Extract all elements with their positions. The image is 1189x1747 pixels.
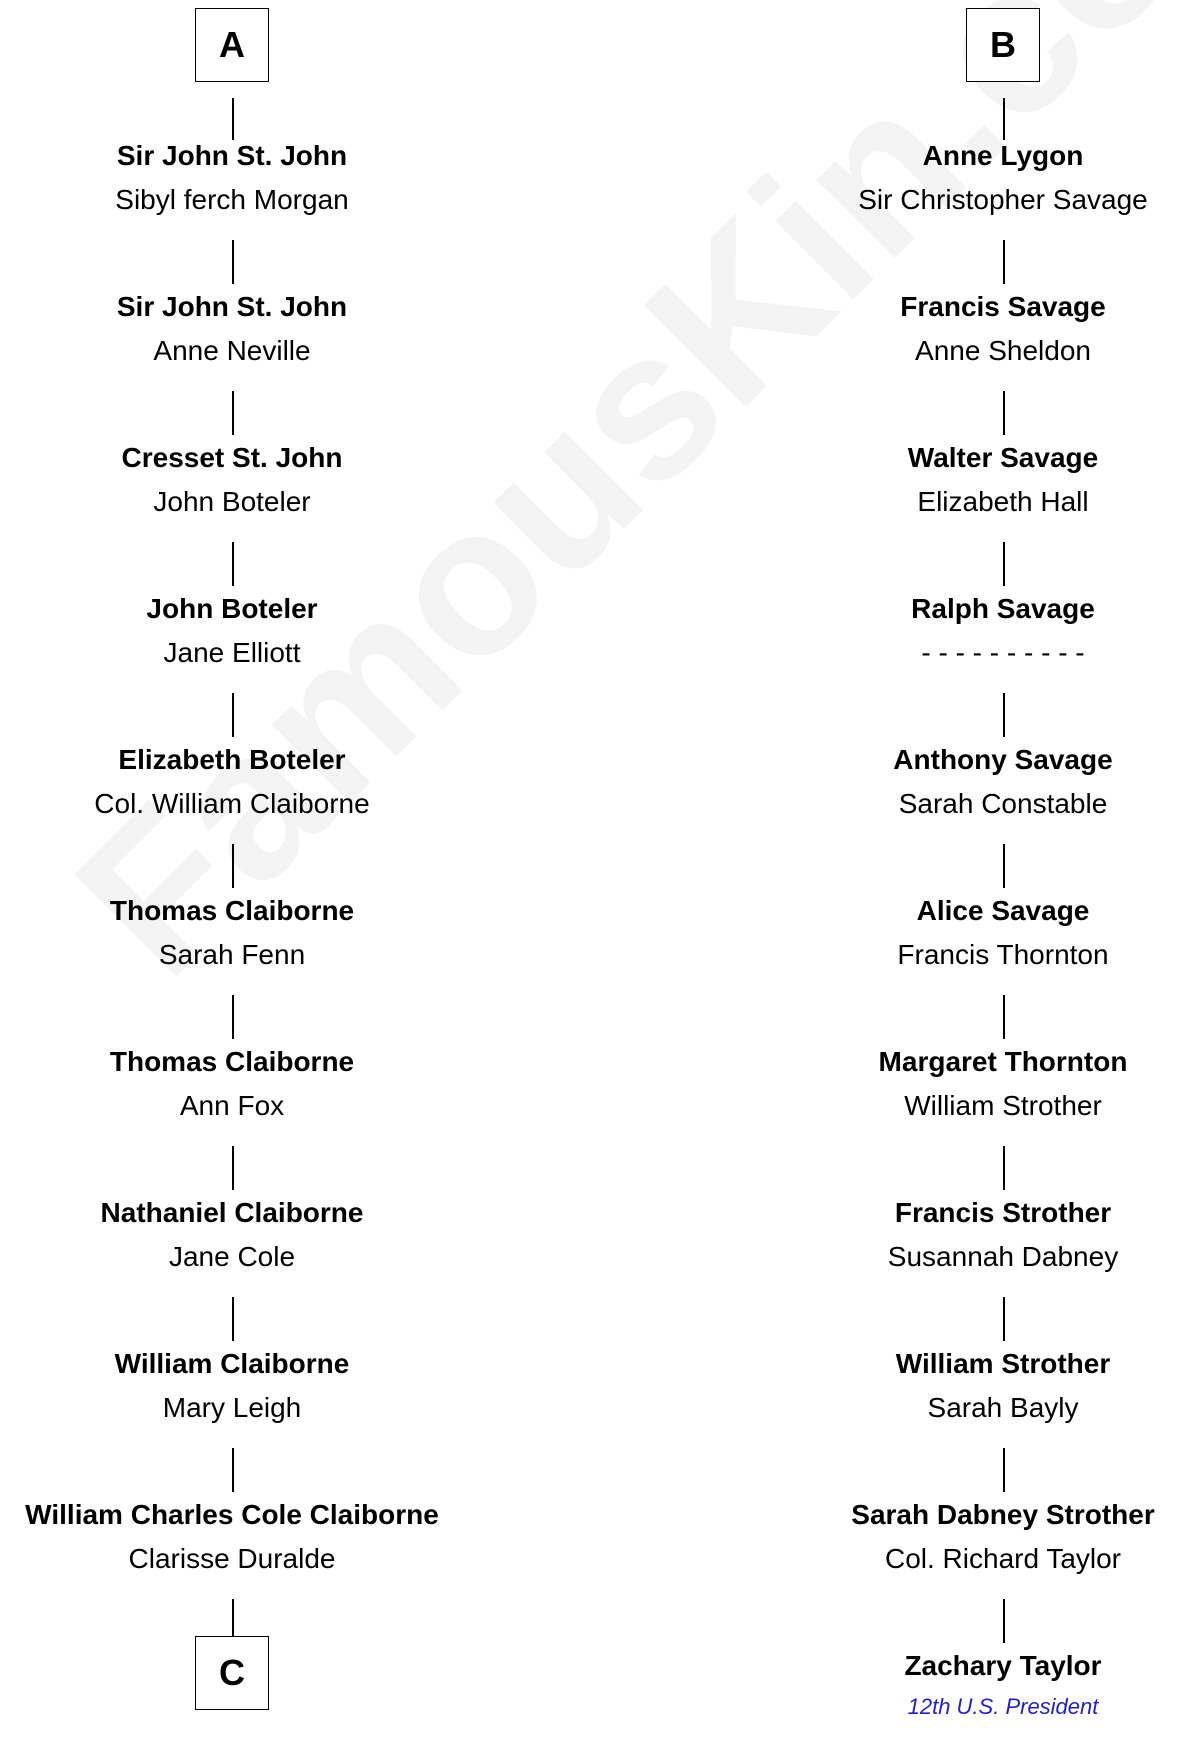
spouse-name: Sarah Fenn <box>158 939 306 970</box>
spouse-name: Sibyl ferch Morgan <box>115 184 349 215</box>
connector-line <box>1003 693 1005 737</box>
ancestor-name: Thomas Claiborne <box>109 895 355 926</box>
president-subtitle: 12th U.S. President <box>907 1694 1099 1719</box>
ancestor-name: Ralph Savage <box>911 593 1095 624</box>
spouse-name: Anne Neville <box>153 335 311 366</box>
ancestor-name: John Boteler <box>146 593 318 624</box>
connector-line <box>1003 1146 1005 1190</box>
connector-line <box>232 1448 234 1492</box>
ancestor-name: Nathaniel Claiborne <box>100 1197 364 1228</box>
connector-line <box>232 391 234 435</box>
connector-line <box>232 98 234 140</box>
spouse-name: Ann Fox <box>179 1090 285 1121</box>
ancestor-name: Francis Savage <box>900 291 1106 322</box>
ancestor-name: Anthony Savage <box>893 744 1113 775</box>
spouse-name: Clarisse Duralde <box>128 1543 336 1574</box>
ancestor-name: Margaret Thornton <box>878 1046 1128 1077</box>
connector-line <box>1003 391 1005 435</box>
connector-line <box>1003 1297 1005 1341</box>
ancestor-name: Thomas Claiborne <box>109 1046 355 1077</box>
ancestor-name: Francis Strother <box>894 1197 1112 1228</box>
box-a-top: A <box>195 8 269 82</box>
connector-line <box>232 995 234 1039</box>
connector-line <box>232 1146 234 1190</box>
spouse-name: Jane Elliott <box>163 637 301 668</box>
spouse-name: John Boteler <box>153 486 311 517</box>
spouse-name: Col. Richard Taylor <box>884 1543 1122 1574</box>
connector-line <box>1003 995 1005 1039</box>
spouse-name: William Strother <box>904 1090 1102 1121</box>
spouse-name: Sarah Bayly <box>927 1392 1079 1423</box>
spouse-name: - - - - - - - - - - <box>921 637 1085 668</box>
spouse-name: Sir Christopher Savage <box>858 184 1148 215</box>
connector-line <box>1003 1448 1005 1492</box>
spouse-name: Anne Sheldon <box>915 335 1091 366</box>
connector-line <box>1003 542 1005 586</box>
connector-line <box>232 1297 234 1341</box>
connector-line <box>1003 1599 1005 1643</box>
spouse-name: Sarah Constable <box>898 788 1108 819</box>
connector-line <box>1003 240 1005 284</box>
spouse-name: Francis Thornton <box>897 939 1109 970</box>
ancestor-name: Sarah Dabney Strother <box>851 1499 1155 1530</box>
spouse-name: Susannah Dabney <box>887 1241 1119 1272</box>
ancestor-name: Alice Savage <box>916 895 1090 926</box>
ancestor-name: Cresset St. John <box>121 442 343 473</box>
spouse-name: Col. William Claiborne <box>94 788 370 819</box>
connector-line <box>1003 98 1005 140</box>
spouse-name: Jane Cole <box>168 1241 296 1272</box>
connector-line <box>232 240 234 284</box>
spouse-name: Mary Leigh <box>162 1392 302 1423</box>
box-c-bottom: C <box>195 1636 269 1710</box>
ancestor-name: Elizabeth Boteler <box>118 744 346 775</box>
connector-line <box>232 693 234 737</box>
ancestor-name: William Claiborne <box>114 1348 350 1379</box>
ancestor-name: William Strother <box>895 1348 1111 1379</box>
connector-line <box>232 844 234 888</box>
spouse-name: Elizabeth Hall <box>917 486 1089 517</box>
ancestor-name: Walter Savage <box>907 442 1099 473</box>
president-name: Zachary Taylor <box>904 1650 1102 1681</box>
connector-line <box>232 542 234 586</box>
connector-line <box>1003 844 1005 888</box>
ancestor-name: Sir John St. John <box>116 140 348 171</box>
ancestor-name: William Charles Cole Claiborne <box>25 1499 439 1530</box>
ancestor-name: Anne Lygon <box>922 140 1084 171</box>
box-b-top: B <box>966 8 1040 82</box>
ancestor-name: Sir John St. John <box>116 291 348 322</box>
